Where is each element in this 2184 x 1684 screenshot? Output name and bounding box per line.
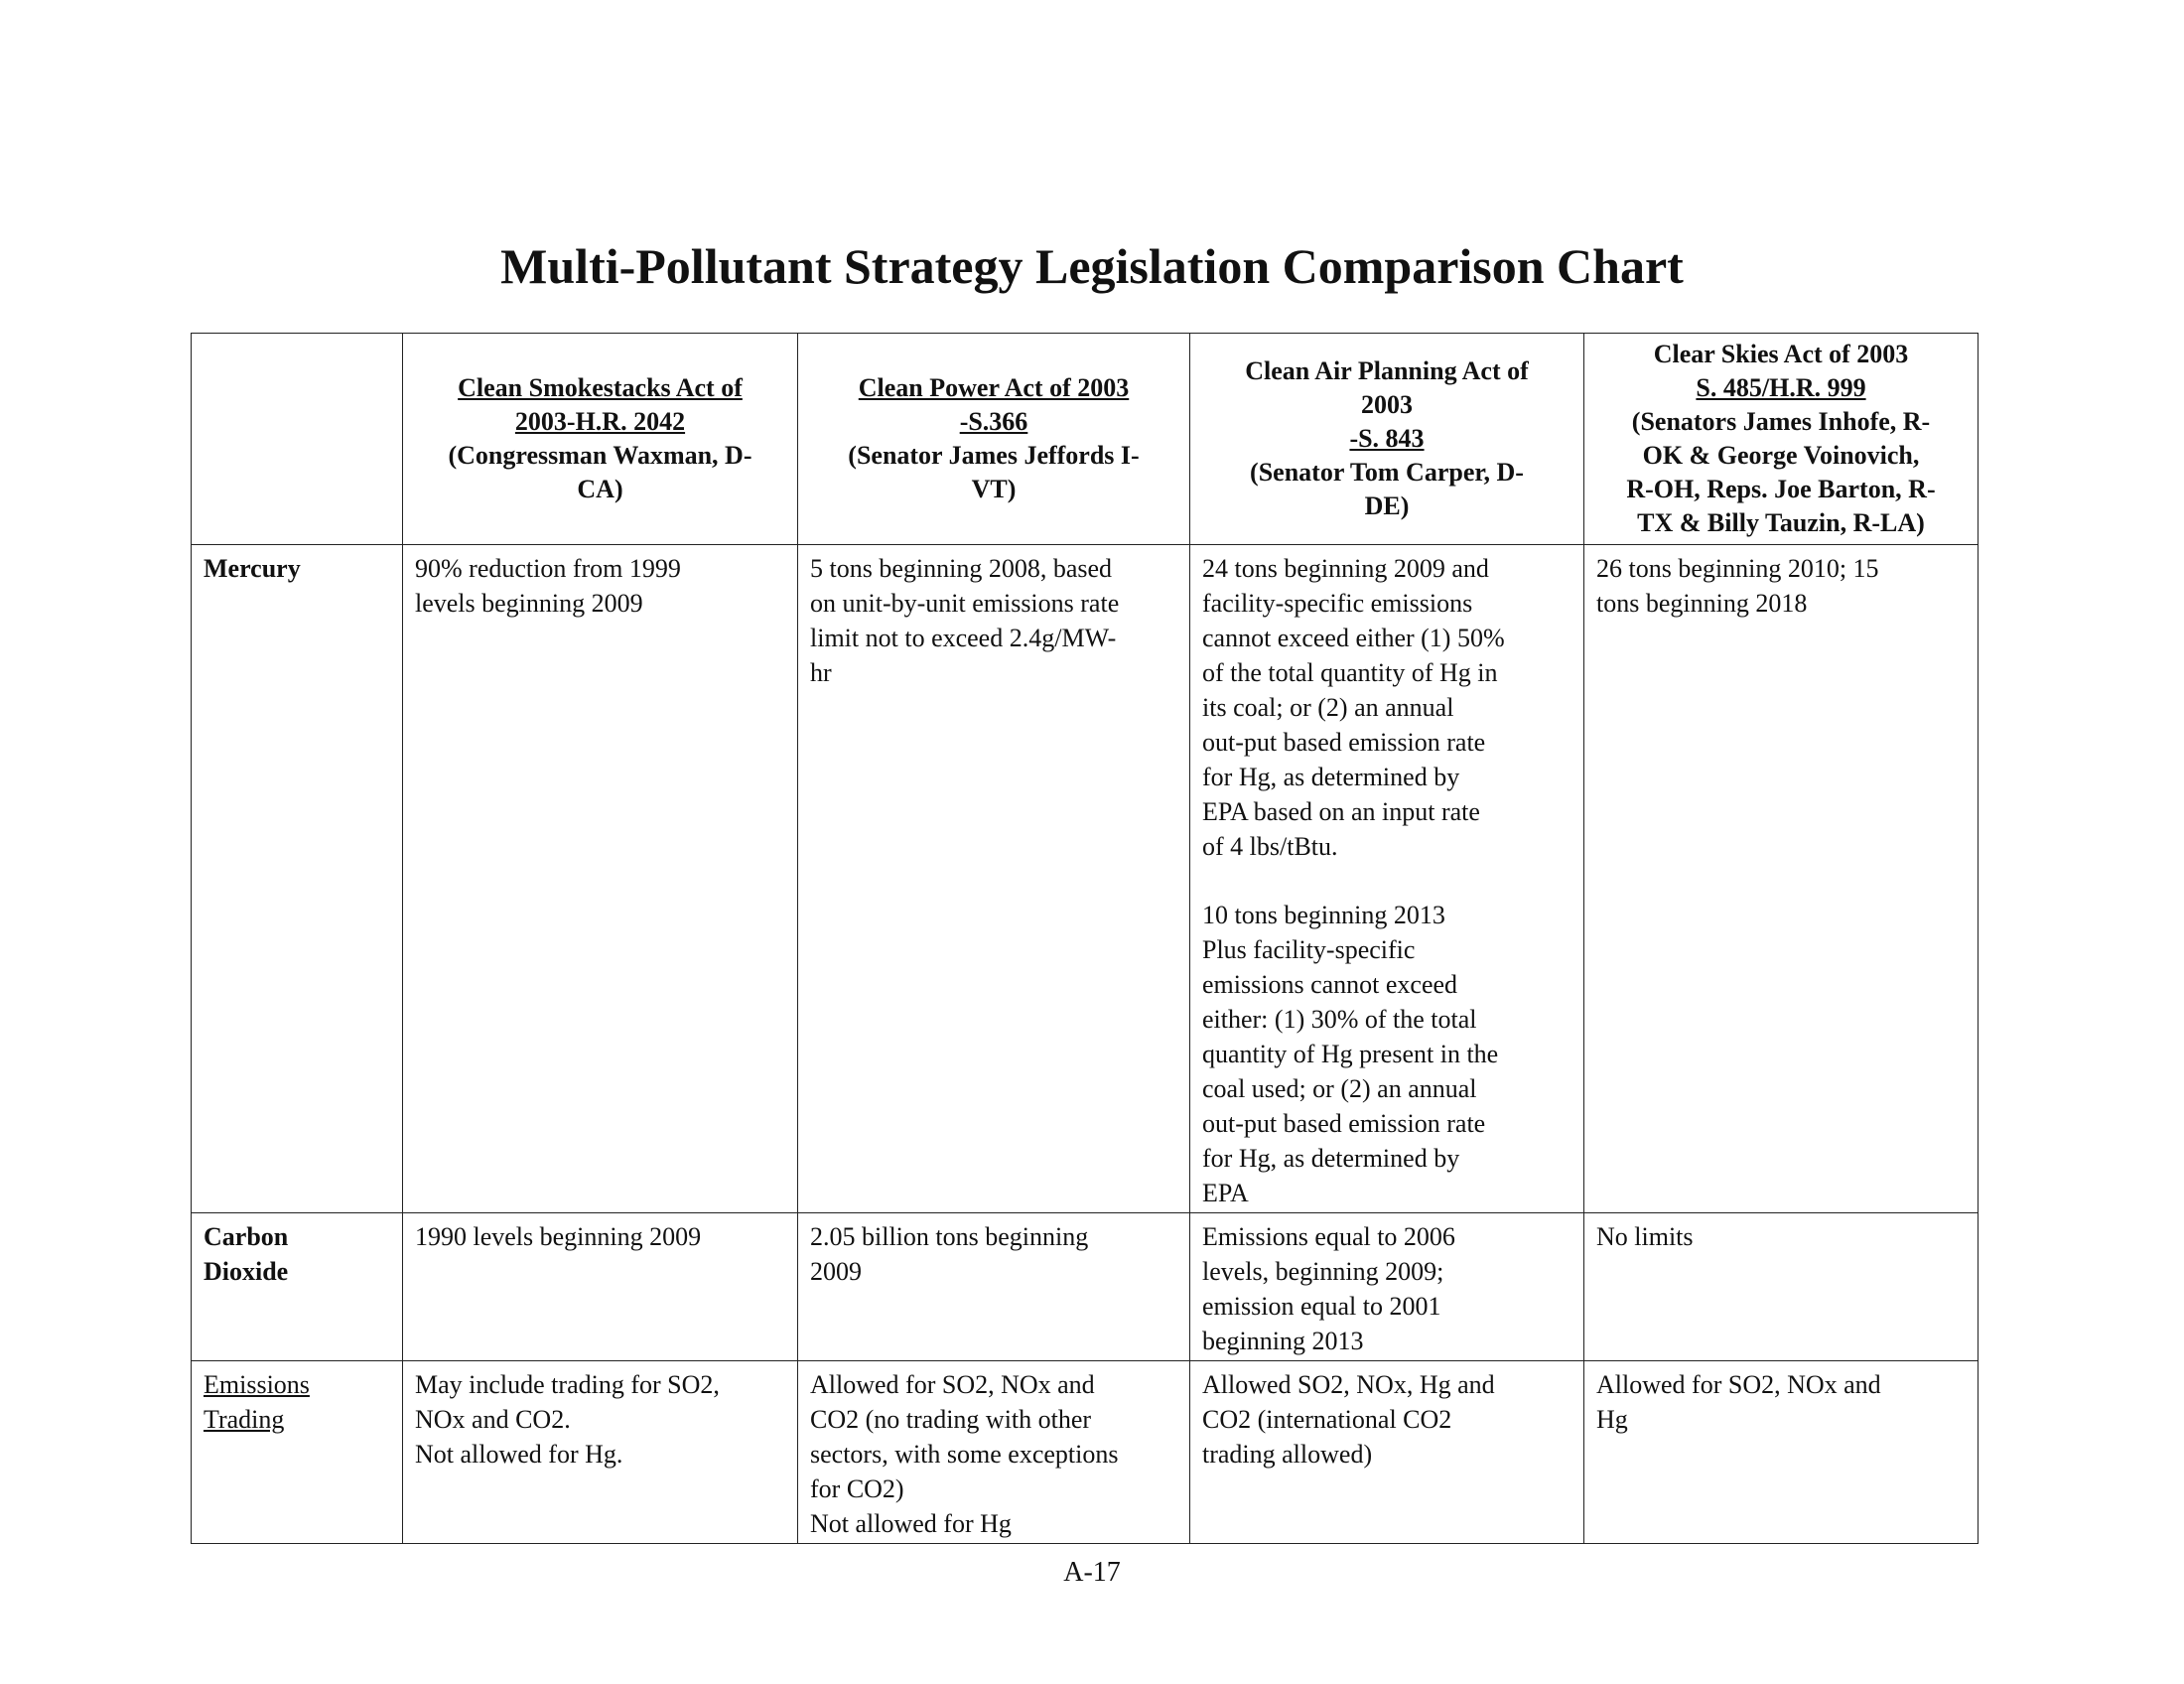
cell-trading-clean-power: Allowed for SO2, NOx and CO2 (no trading with other sectors, with some exceptions for CO2) Not allowed for Hg xyxy=(798,1361,1190,1544)
page-number: A-17 xyxy=(1063,1557,1121,1588)
comparison-table xyxy=(191,333,1979,1544)
header-clean-power: Clean Power Act of 2003 -S.366 (Senator James Jeffords I- VT) xyxy=(798,334,1190,545)
cell-mercury-clear-skies: 26 tons beginning 2010; 15 tons beginning 2018 xyxy=(1584,545,1979,1213)
cell-mercury-smokestacks: 90% reduction from 1999 levels beginning 2009 xyxy=(403,545,798,1213)
header-corner-cell xyxy=(192,334,403,545)
cell-mercury-clean-air-planning: 24 tons beginning 2009 and facility-specific emissions cannot exceed either (1) 50% of the total quantity of Hg in its coal; or (2) an annual out-put based emission rate for Hg, as determined by EPA based on an input rate of 4 lbs/tBtu. 10 tons beginning 2013 Plus facility-specific emissions cannot exceed either: (1) 30% of the total quantity of Hg present in the coal used; or (2) an annual out-put based emission rate for Hg, as determined by EPA xyxy=(1190,545,1584,1213)
cell-trading-clear-skies: Allowed for SO2, NOx and Hg xyxy=(1584,1361,1979,1544)
paragraph-gap xyxy=(1202,864,1573,898)
page-title: Multi-Pollutant Strategy Legislation Comparison Chart xyxy=(500,238,1684,294)
table-row xyxy=(192,1361,1979,1544)
cell-co2-clear-skies: No limits xyxy=(1584,1213,1979,1361)
table-row xyxy=(192,1213,1979,1361)
cell-co2-clean-power: 2.05 billion tons beginning 2009 xyxy=(798,1213,1190,1361)
row-label-carbon-dioxide: Carbon Dioxide xyxy=(192,1213,403,1361)
header-clear-skies: Clear Skies Act of 2003 S. 485/H.R. 999 (Senators James Inhofe, R- OK & George Voinovich, R-OH, Reps. Joe Barton, R- TX & Billy Tauzin, R-LA) xyxy=(1584,334,1979,545)
cell-mercury-clean-power: 5 tons beginning 2008, based on unit-by-unit emissions rate limit not to exceed 2.4g/MW- hr xyxy=(798,545,1190,1213)
cell-co2-clean-air-planning: Emissions equal to 2006 levels, beginning 2009; emission equal to 2001 beginning 2013 xyxy=(1190,1213,1584,1361)
header-clean-air-planning: Clean Air Planning Act of 2003 -S. 843 (Senator Tom Carper, D- DE) xyxy=(1190,334,1584,545)
row-label-mercury: Mercury xyxy=(192,545,403,1213)
row-label-emissions-trading: Emissions Trading xyxy=(192,1361,403,1544)
header-clean-smokestacks: Clean Smokestacks Act of 2003-H.R. 2042 (Congressman Waxman, D- CA) xyxy=(403,334,798,545)
cell-co2-smokestacks: 1990 levels beginning 2009 xyxy=(403,1213,798,1361)
cell-trading-smokestacks: May include trading for SO2, NOx and CO2. Not allowed for Hg. xyxy=(403,1361,798,1544)
cell-trading-clean-air-planning: Allowed SO2, NOx, Hg and CO2 (international CO2 trading allowed) xyxy=(1190,1361,1584,1544)
table-row xyxy=(192,545,1979,1213)
table-header-row xyxy=(192,334,1979,545)
